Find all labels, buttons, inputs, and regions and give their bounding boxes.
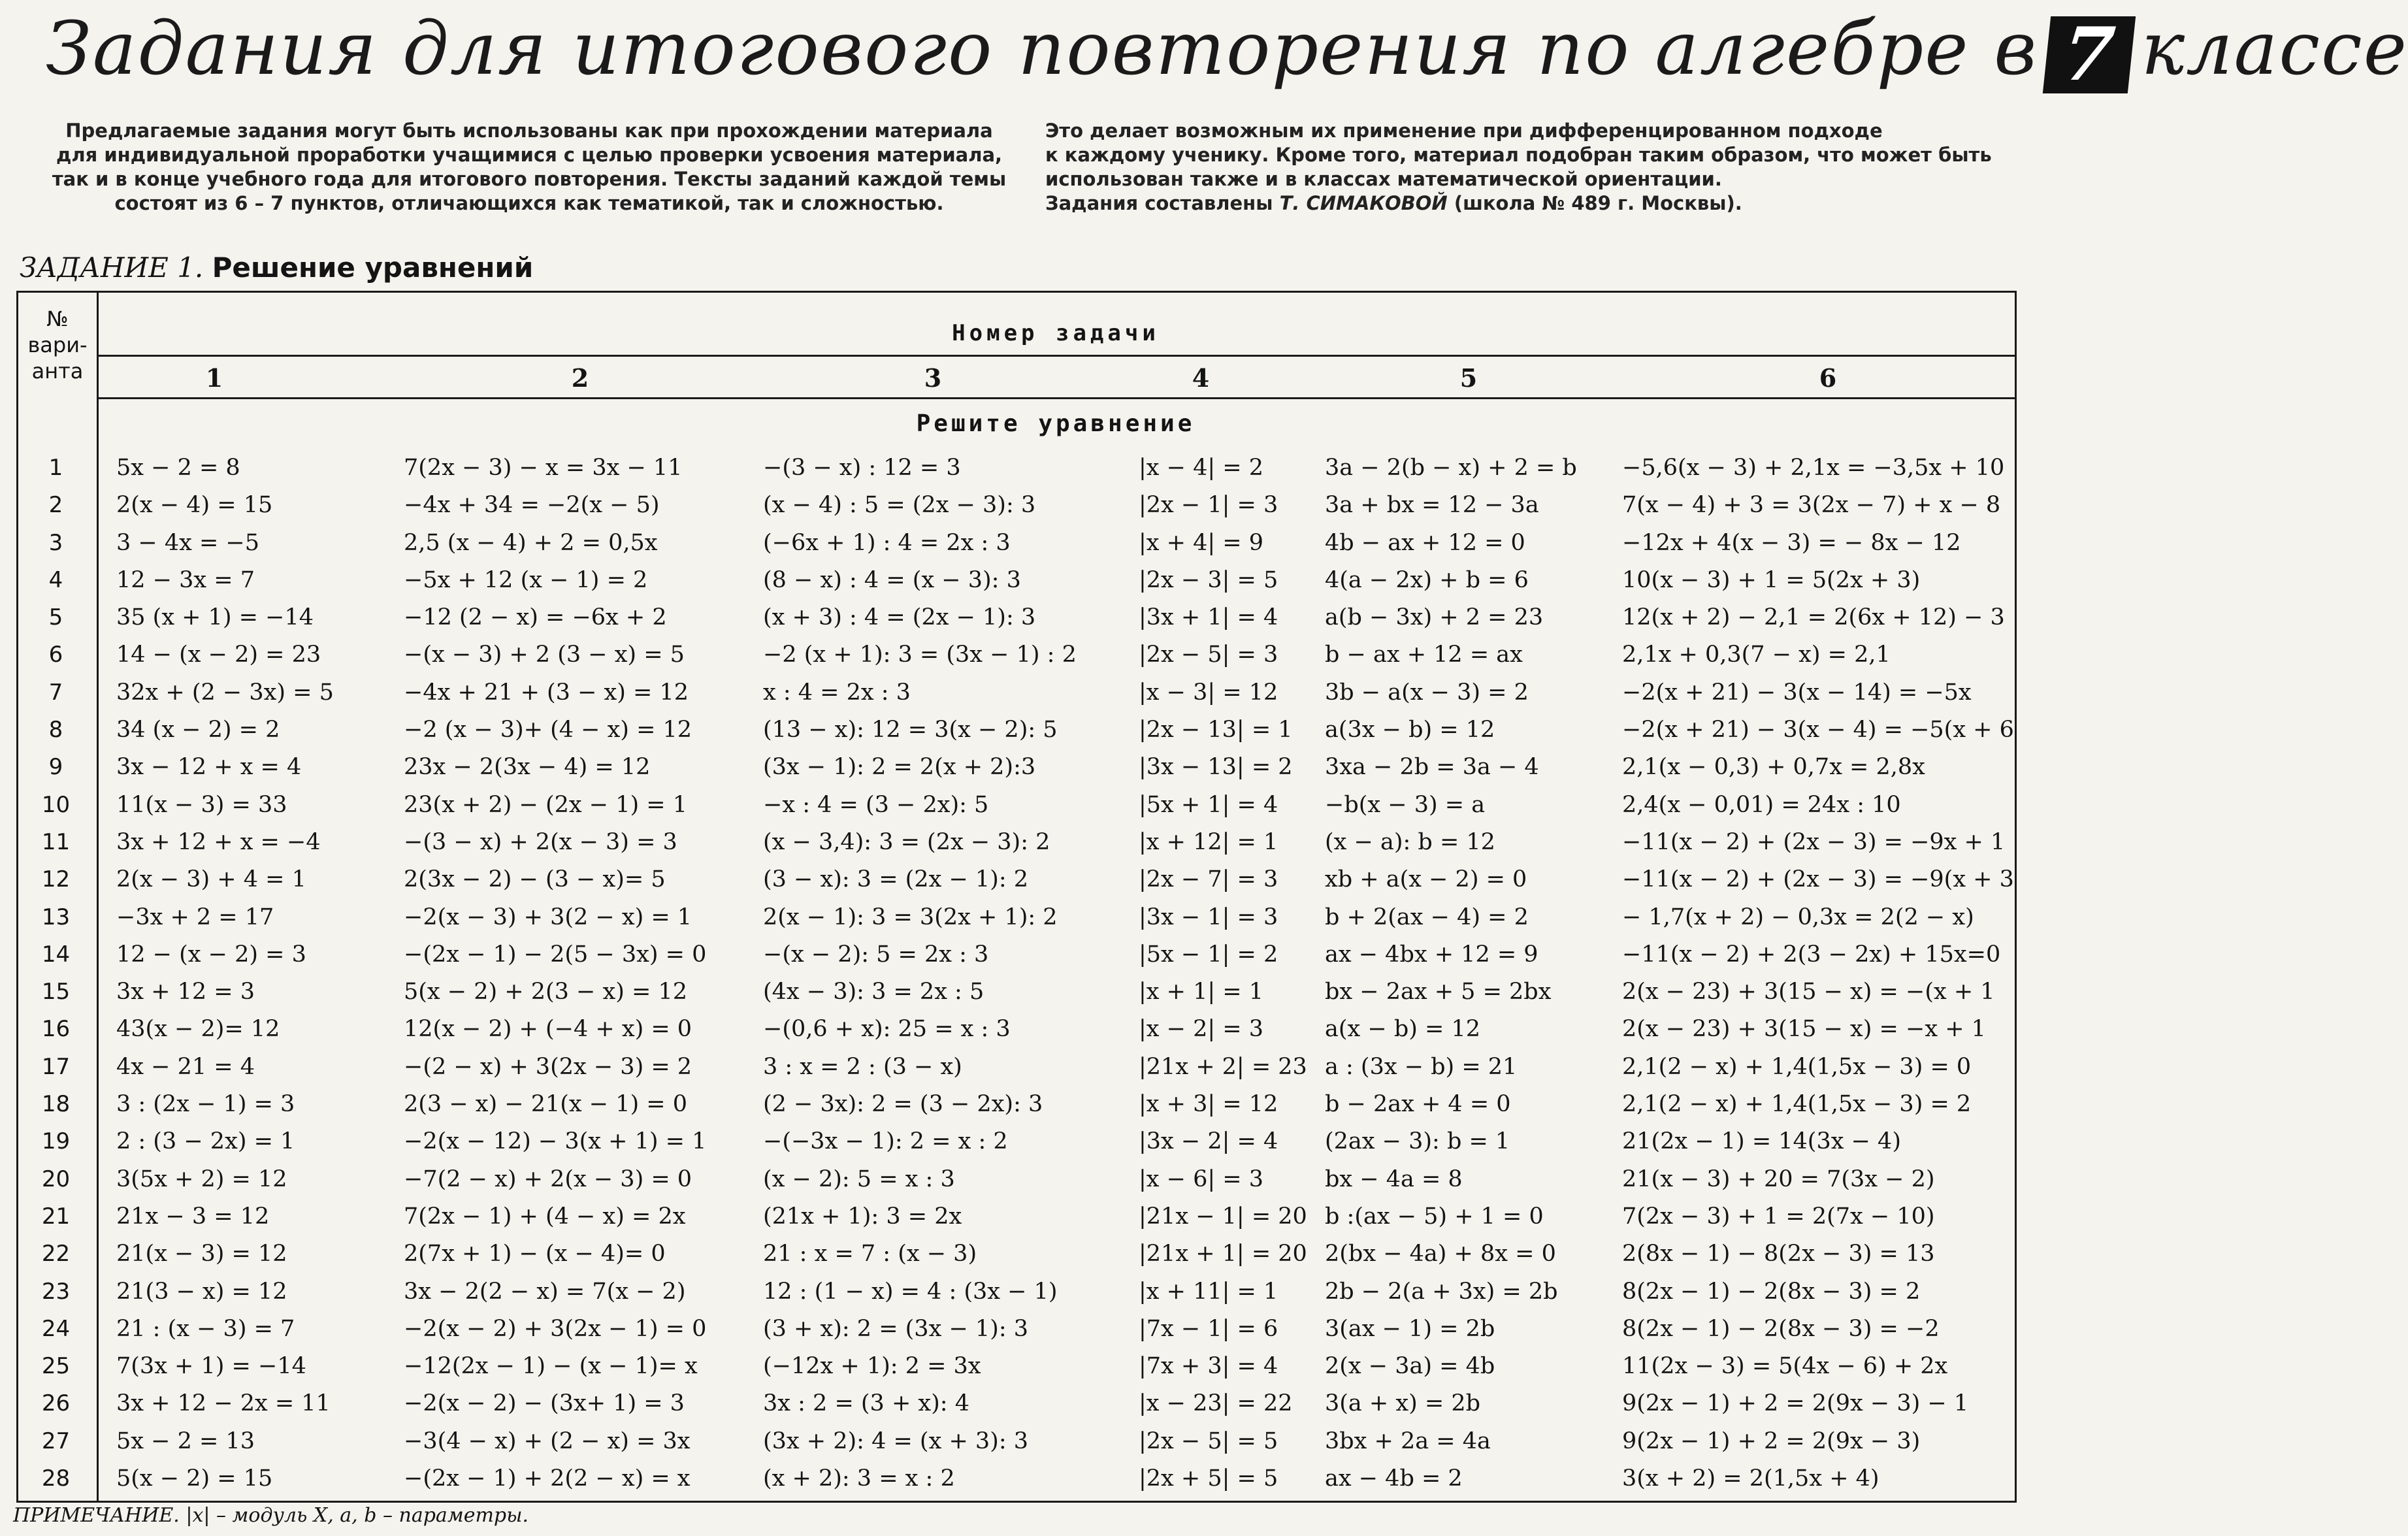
task-6-equation: −12x + 4(x − 3) = − 8x − 12 [1622, 529, 1961, 556]
table-row [18, 1161, 2019, 1198]
task-4-equation: |3x − 1| = 3 [1139, 904, 1278, 930]
table-row [18, 861, 2019, 898]
task-6-equation: 7(2x − 3) + 1 = 2(7x − 10) [1622, 1203, 1935, 1230]
task-number-header: Номер задачи [952, 320, 1160, 346]
task-1-equation: 3 : (2x − 1) = 3 [116, 1091, 295, 1118]
task-3-equation: 21 : x = 7 : (x − 3) [763, 1241, 977, 1267]
task-1-equation: 21x − 3 = 12 [116, 1203, 270, 1230]
task-5-equation: −b(x − 3) = a [1325, 791, 1486, 818]
variant-number: 8 [48, 717, 63, 743]
variant-number: 4 [48, 566, 63, 593]
task-1-equation: 3x − 12 + x = 4 [116, 754, 302, 781]
task-3-equation: −(x − 2): 5 = 2x : 3 [763, 941, 989, 968]
task-6-equation: −2(x + 21) − 3(x − 4) = −5(x + 6 [1622, 717, 2014, 743]
task-3-equation: −x : 4 = (3 − 2x): 5 [763, 791, 989, 818]
task-4-equation: |x − 2| = 3 [1139, 1016, 1264, 1043]
variant-number: 19 [41, 1128, 71, 1155]
task-5-equation: ax − 4b = 2 [1325, 1465, 1463, 1492]
task-1-equation: 32x + (2 − 3x) = 5 [116, 679, 334, 706]
task-6-equation: −2(x + 21) − 3(x − 14) = −5x [1622, 679, 1972, 706]
variant-header-line: вари- [27, 333, 88, 357]
table-row [18, 711, 2019, 749]
task-6-equation: 2,1(2 − x) + 1,4(1,5x − 3) = 0 [1622, 1053, 1972, 1080]
task-6-equation: 2(x − 23) + 3(15 − x) = −x + 1 [1622, 1016, 1986, 1043]
task-1-equation: 3 − 4x = −5 [116, 529, 260, 556]
variant-number: 21 [41, 1203, 71, 1230]
table-row [18, 449, 2019, 487]
task-5-equation: 2(bx − 4a) + 8x = 0 [1325, 1241, 1556, 1267]
variant-number: 14 [41, 941, 71, 968]
task-3-equation: (13 − x): 12 = 3(x − 2): 5 [763, 717, 1058, 743]
task-1-equation: 2(x − 3) + 4 = 1 [116, 866, 306, 893]
task-1-equation: 3x + 12 = 3 [116, 979, 255, 1005]
task-2-equation: −(x − 3) + 2 (3 − x) = 5 [404, 642, 685, 668]
table-row [18, 562, 2019, 599]
intro-left-line: для индивидуальной проработки учащимися с целью проверки усвоения материала, [56, 144, 1003, 166]
table-row [18, 636, 2019, 674]
task-5-equation: a(3x − b) = 12 [1325, 717, 1495, 743]
table-row [18, 599, 2019, 636]
variant-number: 17 [41, 1053, 71, 1080]
intro-right-line: Это делает возможным их применение при дифференцированном подходе [1045, 120, 1883, 142]
task-4-equation: |3x + 1| = 4 [1139, 604, 1278, 631]
task-5-equation: 3a + bx = 12 − 3a [1325, 492, 1539, 519]
task-2-equation: −4x + 21 + (3 − x) = 12 [404, 679, 689, 706]
task-1-equation: 2 : (3 − 2x) = 1 [116, 1128, 295, 1155]
table-row [18, 1198, 2019, 1235]
task-5-equation: ax − 4bx + 12 = 9 [1325, 941, 1538, 968]
task-1-equation: 34 (x − 2) = 2 [116, 717, 280, 743]
task-4-equation: |x − 3| = 12 [1139, 679, 1278, 706]
task-6-equation: 2(8x − 1) − 8(2x − 3) = 13 [1622, 1241, 1935, 1267]
task-3-equation: (x − 2): 5 = x : 3 [763, 1166, 955, 1192]
variant-number: 28 [41, 1465, 71, 1492]
task-6-equation: 10(x − 3) + 1 = 5(2x + 3) [1622, 566, 1921, 593]
task-4-equation: |2x − 1| = 3 [1139, 492, 1278, 519]
table-row [18, 1011, 2019, 1048]
variant-header-line: анта [31, 359, 84, 384]
task-1-equation: 43(x − 2)= 12 [116, 1016, 280, 1043]
column-number: 6 [1819, 363, 1837, 393]
intro-right-line: использован также и в классах математической ориентации. [1045, 168, 1722, 190]
task-3-equation: (−12x + 1): 2 = 3x [763, 1353, 981, 1380]
task-3-equation: x : 4 = 2x : 3 [763, 679, 911, 706]
task-4-equation: |x + 11| = 1 [1139, 1278, 1278, 1305]
task-2-equation: −(3 − x) + 2(x − 3) = 3 [404, 828, 677, 855]
task-4-equation: |x − 4| = 2 [1139, 455, 1264, 481]
variant-header-line: № [46, 306, 69, 331]
task-2-equation: −(2x − 1) − 2(5 − 3x) = 0 [404, 941, 707, 968]
task-2-equation: 7(2x − 1) + (4 − x) = 2x [404, 1203, 686, 1230]
task-3-equation: (4x − 3): 3 = 2x : 5 [763, 979, 984, 1005]
task-3-equation: −(3 − x) : 12 = 3 [763, 455, 961, 481]
task-3-equation: (3x − 1): 2 = 2(x + 2):3 [763, 754, 1036, 781]
page-header [0, 0, 2408, 114]
task-1-equation: 2(x − 4) = 15 [116, 492, 273, 519]
intro-right-line [1045, 191, 2019, 216]
column-number: 2 [571, 363, 589, 393]
task-1-equation: 3x + 12 − 2x = 11 [116, 1390, 331, 1417]
task-5-equation: 3a − 2(b − x) + 2 = b [1325, 455, 1577, 481]
task-3-equation: (x − 4) : 5 = (2x − 3): 3 [763, 492, 1036, 519]
task-6-equation: 2,1(x − 0,3) + 0,7x = 2,8x [1622, 754, 1925, 781]
task-2-equation: −(2 − x) + 3(2x − 3) = 2 [404, 1053, 692, 1080]
school-info: (школа № 489 г. Москвы). [1454, 192, 1742, 214]
task-6-equation: 7(x − 4) + 3 = 3(2x − 7) + x − 8 [1622, 492, 2001, 519]
task-1-equation: 12 − (x − 2) = 3 [116, 941, 306, 968]
task-4-equation: |7x + 3| = 4 [1139, 1353, 1278, 1380]
variant-number: 13 [41, 904, 71, 930]
task-6-equation: 8(2x − 1) − 2(8x − 3) = 2 [1622, 1278, 1921, 1305]
task-4-equation: |3x − 13| = 2 [1139, 754, 1293, 781]
variant-number: 2 [48, 492, 63, 519]
task-2-equation: 2(7x + 1) − (x − 4)= 0 [404, 1241, 666, 1267]
table-row [18, 1123, 2019, 1160]
task-3-equation: 3 : x = 2 : (3 − x) [763, 1053, 962, 1080]
footnote: ПРИМЕЧАНИЕ. |x| – модуль X, a, b – параметры. [13, 1504, 529, 1527]
intro-left [39, 119, 1019, 216]
task-2-equation: −(2x − 1) + 2(2 − x) = x [404, 1465, 691, 1492]
task-3-equation: −(0,6 + x): 25 = x : 3 [763, 1016, 1011, 1043]
task-3-equation: (x + 2): 3 = x : 2 [763, 1465, 955, 1492]
variant-number: 18 [41, 1091, 71, 1118]
task-2-equation: −5x + 12 (x − 1) = 2 [404, 566, 648, 593]
task-4-equation: |2x − 13| = 1 [1139, 717, 1293, 743]
variant-number: 1 [48, 455, 63, 481]
task-4-equation: |2x − 7| = 3 [1139, 866, 1278, 893]
variant-number: 11 [41, 828, 71, 855]
title-end: классе [2141, 7, 2408, 91]
task-3-equation: (21x + 1): 3 = 2x [763, 1203, 962, 1230]
task-1-equation: 21(3 − x) = 12 [116, 1278, 287, 1305]
task-2-equation: 2(3 − x) − 21(x − 1) = 0 [404, 1091, 688, 1118]
task-5-equation: a : (3x − b) = 21 [1325, 1053, 1518, 1080]
task-4-equation: |21x + 1| = 20 [1139, 1241, 1307, 1267]
task-5-equation: 2b − 2(a + 3x) = 2b [1325, 1278, 1558, 1305]
task-6-equation: 2,4(x − 0,01) = 24x : 10 [1622, 791, 1901, 818]
authors-prefix: Задания составлены [1045, 192, 1273, 214]
variant-number: 6 [48, 642, 63, 668]
equation-rows [18, 449, 2019, 1497]
task-1-equation: 12 − 3x = 7 [116, 566, 255, 593]
task-4-equation: |21x − 1| = 20 [1139, 1203, 1307, 1230]
task-1-equation: 21(x − 3) = 12 [116, 1241, 287, 1267]
task-2-equation: 12(x − 2) + (−4 + x) = 0 [404, 1016, 692, 1043]
intro-left-line: так и в конце учебного года для итогового повторения. Тексты заданий каждой темы [52, 168, 1007, 190]
task-2-equation: −2(x − 2) + 3(2x − 1) = 0 [404, 1315, 707, 1342]
task-6-equation: −5,6(x − 3) + 2,1x = −3,5x + 10 [1622, 455, 2005, 481]
column-number: 5 [1459, 363, 1478, 393]
task-3-equation: (−6x + 1) : 4 = 2x : 3 [763, 529, 1011, 556]
task-6-equation: 2,1(2 − x) + 1,4(1,5x − 3) = 2 [1622, 1091, 1972, 1118]
task-4-equation: |2x + 5| = 5 [1139, 1465, 1278, 1492]
task-1-equation: 5(x − 2) = 15 [116, 1465, 273, 1492]
task-2-equation: 23x − 2(3x − 4) = 12 [404, 754, 651, 781]
task-5-equation: xb + a(x − 2) = 0 [1325, 866, 1527, 893]
task-1-equation: 3(5x + 2) = 12 [116, 1166, 287, 1192]
variant-number: 16 [41, 1016, 71, 1043]
table-row [18, 1460, 2019, 1497]
task-2-equation: 7(2x − 3) − x = 3x − 11 [404, 455, 683, 481]
task-2-equation: −2(x − 3) + 3(2 − x) = 1 [404, 904, 692, 930]
task-6-equation: 2,1x + 0,3(7 − x) = 2,1 [1622, 642, 1891, 668]
table-row [18, 525, 2019, 562]
task-3-equation: (x − 3,4): 3 = (2x − 3): 2 [763, 828, 1050, 855]
task-4-equation: |3x − 2| = 4 [1139, 1128, 1278, 1155]
task-3-equation: 12 : (1 − x) = 4 : (3x − 1) [763, 1278, 1058, 1305]
task-5-equation: a(b − 3x) + 2 = 23 [1325, 604, 1544, 631]
variant-number: 27 [41, 1428, 71, 1454]
task-2-equation: 2,5 (x − 4) + 2 = 0,5x [404, 529, 658, 556]
task-6-equation: 9(2x − 1) + 2 = 2(9x − 3) − 1 [1622, 1390, 1969, 1417]
column-number: 1 [205, 363, 223, 393]
task-3-equation: −2 (x + 1): 3 = (3x − 1) : 2 [763, 642, 1077, 668]
variant-number: 22 [41, 1241, 71, 1267]
task-3-equation: (3x + 2): 4 = (x + 3): 3 [763, 1428, 1029, 1454]
task-5-equation: b − ax + 12 = ax [1325, 642, 1523, 668]
variant-number: 7 [48, 679, 63, 706]
task-6-equation: 21(x − 3) + 20 = 7(3x − 2) [1622, 1166, 1935, 1192]
task-5-equation: 4(a − 2x) + b = 6 [1325, 566, 1529, 593]
task-5-equation: b + 2(ax − 4) = 2 [1325, 904, 1529, 930]
task-3-equation: (3 + x): 2 = (3x − 1): 3 [763, 1315, 1029, 1342]
task-4-equation: |x + 1| = 1 [1139, 979, 1264, 1005]
task-1-equation: 5x − 2 = 13 [116, 1428, 255, 1454]
table-row [18, 1086, 2019, 1123]
table-row [18, 1311, 2019, 1348]
equations-table [16, 291, 2017, 1503]
column-number: 3 [924, 363, 942, 393]
page-title [46, 7, 2408, 97]
variant-number: 12 [41, 866, 71, 893]
task-4-equation: |7x − 1| = 6 [1139, 1315, 1278, 1342]
task-2-equation: 3x − 2(2 − x) = 7(x − 2) [404, 1278, 686, 1305]
title-main: Задания для итогового повторения по алгебре в [46, 7, 2038, 91]
author-name: Т. СИМАКОВОЙ [1279, 192, 1448, 214]
task-5-equation: 3(ax − 1) = 2b [1325, 1315, 1495, 1342]
table-row [18, 1348, 2019, 1385]
table-row [18, 824, 2019, 861]
task-name: Решение уравнений [212, 252, 534, 284]
task-6-equation: −11(x − 2) + (2x − 3) = −9x + 1 [1622, 828, 2006, 855]
task-5-equation: (x − a): b = 12 [1325, 828, 1495, 855]
task-4-equation: |5x − 1| = 2 [1139, 941, 1278, 968]
task-2-equation: −12 (2 − x) = −6x + 2 [404, 604, 667, 631]
column-number-divider [97, 397, 2015, 399]
task-6-equation: 21(2x − 1) = 14(3x − 4) [1622, 1128, 1901, 1155]
table-row [18, 899, 2019, 936]
table-row [18, 1235, 2019, 1273]
header-divider [97, 355, 2015, 357]
task-4-equation: |2x − 5| = 5 [1139, 1428, 1278, 1454]
variant-header [18, 306, 97, 384]
task-6-equation: −11(x − 2) + (2x − 3) = −9(x + 3 [1622, 866, 2014, 893]
task-6-equation: 9(2x − 1) + 2 = 2(9x − 3) [1622, 1428, 1921, 1454]
task-5-equation: 3xa − 2b = 3a − 4 [1325, 754, 1539, 781]
task-5-equation: b − 2ax + 4 = 0 [1325, 1091, 1511, 1118]
task-3-equation: 3x : 2 = (3 + x): 4 [763, 1390, 969, 1417]
task-6-equation: −11(x − 2) + 2(3 − 2x) + 15x=0 [1622, 941, 2001, 968]
task-1-equation: 5x − 2 = 8 [116, 455, 240, 481]
task-3-equation: −(−3x − 1): 2 = x : 2 [763, 1128, 1008, 1155]
task-1-equation: 35 (x + 1) = −14 [116, 604, 314, 631]
table-row [18, 749, 2019, 786]
grade-badge: 7 [2043, 16, 2136, 93]
intro-right [1045, 119, 2019, 216]
task-2-equation: −7(2 − x) + 2(x − 3) = 0 [404, 1166, 692, 1192]
task-3-equation: (x + 3) : 4 = (2x − 1): 3 [763, 604, 1036, 631]
variant-number: 10 [41, 791, 71, 818]
task-2-equation: 2(3x − 2) − (3 − x)= 5 [404, 866, 666, 893]
variant-number: 24 [41, 1315, 71, 1342]
task-5-equation: bx − 2ax + 5 = 2bx [1325, 979, 1552, 1005]
task-1-equation: 4x − 21 = 4 [116, 1053, 255, 1080]
task-2-equation: −12(2x − 1) − (x − 1)= x [404, 1353, 698, 1380]
table-row [18, 1273, 2019, 1311]
intro-right-line: к каждому ученику. Кроме того, материал подобран таким образом, что может быть [1045, 144, 1992, 166]
variant-number: 26 [41, 1390, 71, 1417]
variant-number: 9 [48, 754, 63, 781]
task-5-equation: b :(ax − 5) + 1 = 0 [1325, 1203, 1544, 1230]
task-2-equation: −4x + 34 = −2(x − 5) [404, 492, 660, 519]
task-4-equation: |2x − 3| = 5 [1139, 566, 1278, 593]
table-row [18, 973, 2019, 1011]
variant-number: 3 [48, 529, 63, 556]
section-title [20, 252, 533, 284]
task-2-equation: −2(x − 2) − (3x+ 1) = 3 [404, 1390, 685, 1417]
task-4-equation: |x − 6| = 3 [1139, 1166, 1264, 1192]
task-4-equation: |5x + 1| = 4 [1139, 791, 1278, 818]
variant-number: 20 [41, 1166, 71, 1192]
task-4-equation: |x + 4| = 9 [1139, 529, 1264, 556]
task-5-equation: (2ax − 3): b = 1 [1325, 1128, 1510, 1155]
task-4-equation: |2x − 5| = 3 [1139, 642, 1278, 668]
table-row [18, 487, 2019, 524]
column-number: 4 [1192, 363, 1210, 393]
task-5-equation: 3bx + 2a = 4a [1325, 1428, 1491, 1454]
task-2-equation: 5(x − 2) + 2(3 − x) = 12 [404, 979, 688, 1005]
task-5-equation: a(x − b) = 12 [1325, 1016, 1481, 1043]
table-row [18, 1385, 2019, 1422]
task-5-equation: 2(x − 3a) = 4b [1325, 1353, 1495, 1380]
table-row [18, 787, 2019, 824]
task-3-equation: (8 − x) : 4 = (x − 3): 3 [763, 566, 1021, 593]
intro-left-line: Предлагаемые задания могут быть использованы как при прохождении материала [65, 120, 993, 142]
task-2-equation: 23(x + 2) − (2x − 1) = 1 [404, 791, 688, 818]
variant-number: 5 [48, 604, 63, 631]
task-4-equation: |21x + 2| = 23 [1139, 1053, 1307, 1080]
task-5-equation: 3(a + x) = 2b [1325, 1390, 1481, 1417]
task-3-equation: (3 − x): 3 = (2x − 1): 2 [763, 866, 1029, 893]
task-1-equation: 7(3x + 1) = −14 [116, 1353, 306, 1380]
task-3-equation: (2 − 3x): 2 = (3 − 2x): 3 [763, 1091, 1043, 1118]
task-6-equation: 2(x − 23) + 3(15 − x) = −(x + 1 [1622, 979, 1995, 1005]
task-number: ЗАДАНИЕ 1. [20, 252, 204, 284]
task-6-equation: 3(x + 2) = 2(1,5x + 4) [1622, 1465, 1879, 1492]
task-2-equation: −2(x − 12) − 3(x + 1) = 1 [404, 1128, 707, 1155]
task-5-equation: 3b − a(x − 3) = 2 [1325, 679, 1529, 706]
task-2-equation: −2 (x − 3)+ (4 − x) = 12 [404, 717, 692, 743]
task-6-equation: 12(x + 2) − 2,1 = 2(6x + 12) − 3 [1622, 604, 2005, 631]
task-1-equation: 3x + 12 + x = −4 [116, 828, 321, 855]
task-1-equation: −3x + 2 = 17 [116, 904, 274, 930]
task-4-equation: |x + 12| = 1 [1139, 828, 1278, 855]
task-1-equation: 21 : (x − 3) = 7 [116, 1315, 295, 1342]
task-6-equation: 11(2x − 3) = 5(4x − 6) + 2x [1622, 1353, 1948, 1380]
instruction-row: Решите уравнение [916, 410, 1196, 437]
task-5-equation: 4b − ax + 12 = 0 [1325, 529, 1525, 556]
task-6-equation: 8(2x − 1) − 2(8x − 3) = −2 [1622, 1315, 1940, 1342]
table-row [18, 1049, 2019, 1086]
variant-number: 15 [41, 979, 71, 1005]
table-row [18, 936, 2019, 973]
task-5-equation: bx − 4a = 8 [1325, 1166, 1463, 1192]
intro-left-line: состоят из 6 – 7 пунктов, отличающихся как тематикой, так и сложностью. [114, 192, 944, 214]
table-row [18, 1423, 2019, 1460]
task-3-equation: 2(x − 1): 3 = 3(2x + 1): 2 [763, 904, 1058, 930]
variant-number: 23 [41, 1278, 71, 1305]
task-4-equation: |x − 23| = 22 [1139, 1390, 1293, 1417]
task-2-equation: −3(4 − x) + (2 − x) = 3x [404, 1428, 691, 1454]
task-1-equation: 14 − (x − 2) = 23 [116, 642, 321, 668]
table-row [18, 674, 2019, 711]
task-1-equation: 11(x − 3) = 33 [116, 791, 287, 818]
task-6-equation: − 1,7(x + 2) − 0,3x = 2(2 − x) [1622, 904, 1974, 930]
task-4-equation: |x + 3| = 12 [1139, 1091, 1278, 1118]
variant-number: 25 [41, 1353, 71, 1380]
